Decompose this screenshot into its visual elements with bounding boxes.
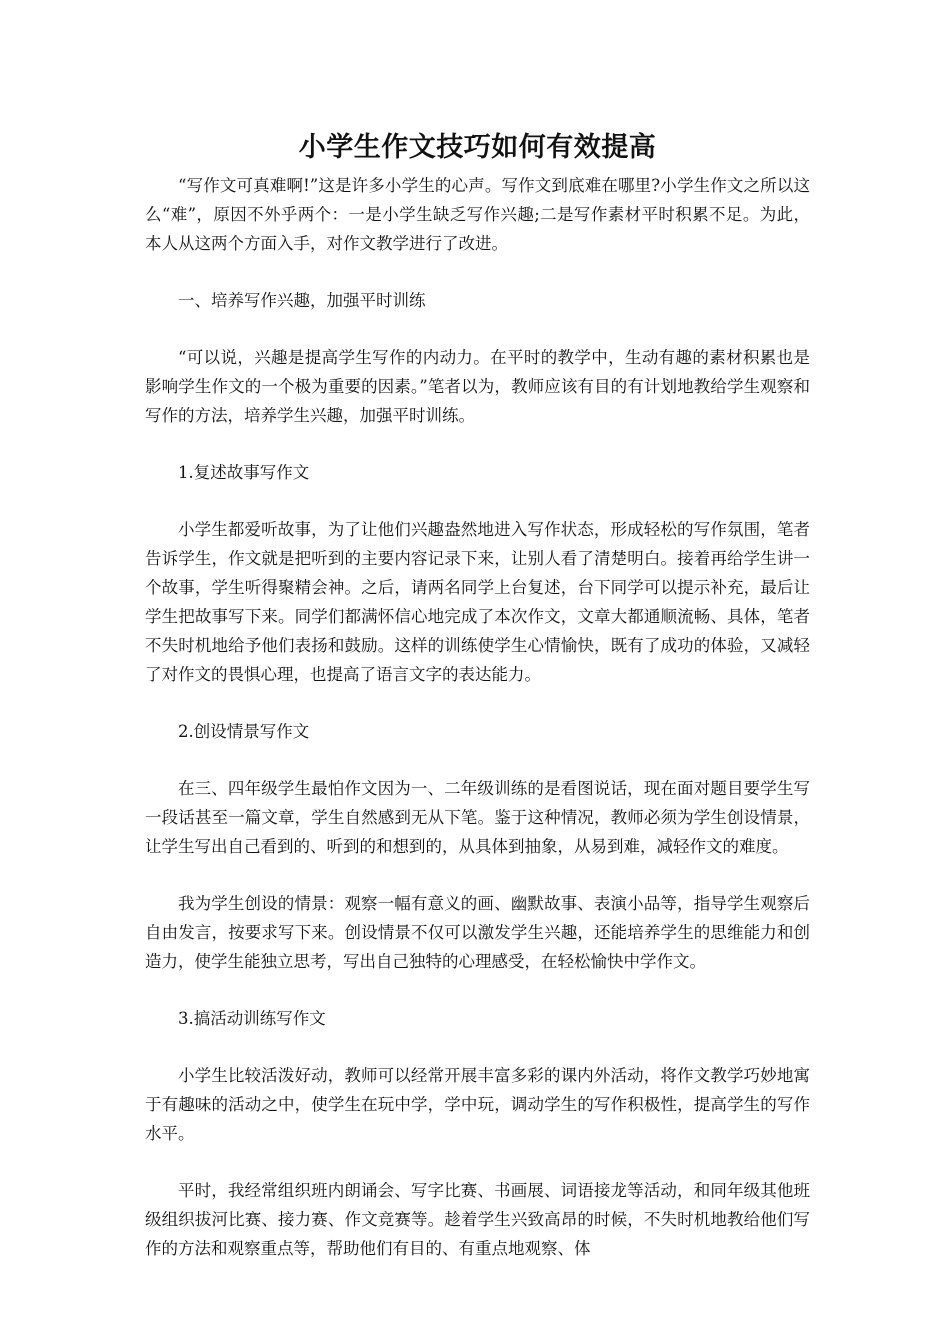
- document-page: [145, 126, 810, 1263]
- body-paragraph: 小学生比较活泼好动，教师可以经常开展丰富多彩的课内外活动，将作文教学巧妙地寓于有趣味的活动之中，使学生在玩中学，学中玩，调动学生的写作积极性，提高学生的写作水平。: [145, 1066, 810, 1143]
- subsection-heading-3: 3.搞活动训练写作文: [178, 1009, 326, 1028]
- section-heading-1: 一、培养写作兴趣，加强平时训练: [178, 291, 426, 310]
- document-title: 小学生作文技巧如何有效提高: [298, 132, 657, 163]
- body-paragraph: 平时，我经常组织班内朗诵会、写字比赛、书画展、词语接龙等活动，和同年级其他班级组织拔河比赛、接力赛、作文竞赛等。趁着学生兴致高昂的时候，不失时机地教给他们写作的方法和观察重点等，帮助他们有目的、有重点地观察、体: [145, 1181, 810, 1258]
- subsection-heading-2: 2.创设情景写作文: [178, 722, 310, 741]
- body-paragraph: 小学生都爱听故事，为了让他们兴趣盎然地进入写作状态，形成轻松的写作氛围，笔者告诉学生，作文就是把听到的主要内容记录下来，让别人看了清楚明白。接着再给学生讲一个故事，学生听得聚精会神。之后，请两名同学上台复述，台下同学可以提示补充，最后让学生把故事写下来。同学们都满怀信心地完成了本次作文，文章大都通顺流畅、具体，笔者不失时机地给予他们表扬和鼓励。这样的训练使学生心情愉快，既有了成功的体验，又减轻了对作文的畏惧心理，也提高了语言文字的表达能力。: [145, 520, 810, 684]
- body-paragraph: “可以说，兴趣是提高学生写作的内动力。在平时的教学中，生动有趣的素材积累也是影响学生作文的一个极为重要的因素。”笔者以为，教师应该有目的有计划地教给学生观察和写作的方法，培养学生兴趣，加强平时训练。: [145, 348, 810, 425]
- body-paragraph: 在三、四年级学生最怕作文因为一、二年级训练的是看图说话，现在面对题目要学生写一段话甚至一篇文章，学生自然感到无从下笔。鉴于这种情况，教师必须为学生创设情景，让学生写出自己看到的、听到的和想到的，从具体到抽象，从易到难，减轻作文的难度。: [145, 779, 810, 856]
- subsection-heading-1: 1.复述故事写作文: [178, 463, 310, 482]
- body-paragraph: 我为学生创设的情景：观察一幅有意义的画、幽默故事、表演小品等，指导学生观察后自由发言，按要求写下来。创设情景不仅可以激发学生兴趣，还能培养学生的思维能力和创造力，使学生能独立思考，写出自己独特的心理感受，在轻松愉快中学作文。: [145, 894, 810, 971]
- intro-paragraph: “写作文可真难啊!”这是许多小学生的心声。写作文到底难在哪里?小学生作文之所以这么“难”，原因不外乎两个：一是小学生缺乏写作兴趣;二是写作素材平时积累不足。为此，本人从这两个方面入手，对作文教学进行了改进。: [145, 176, 810, 253]
